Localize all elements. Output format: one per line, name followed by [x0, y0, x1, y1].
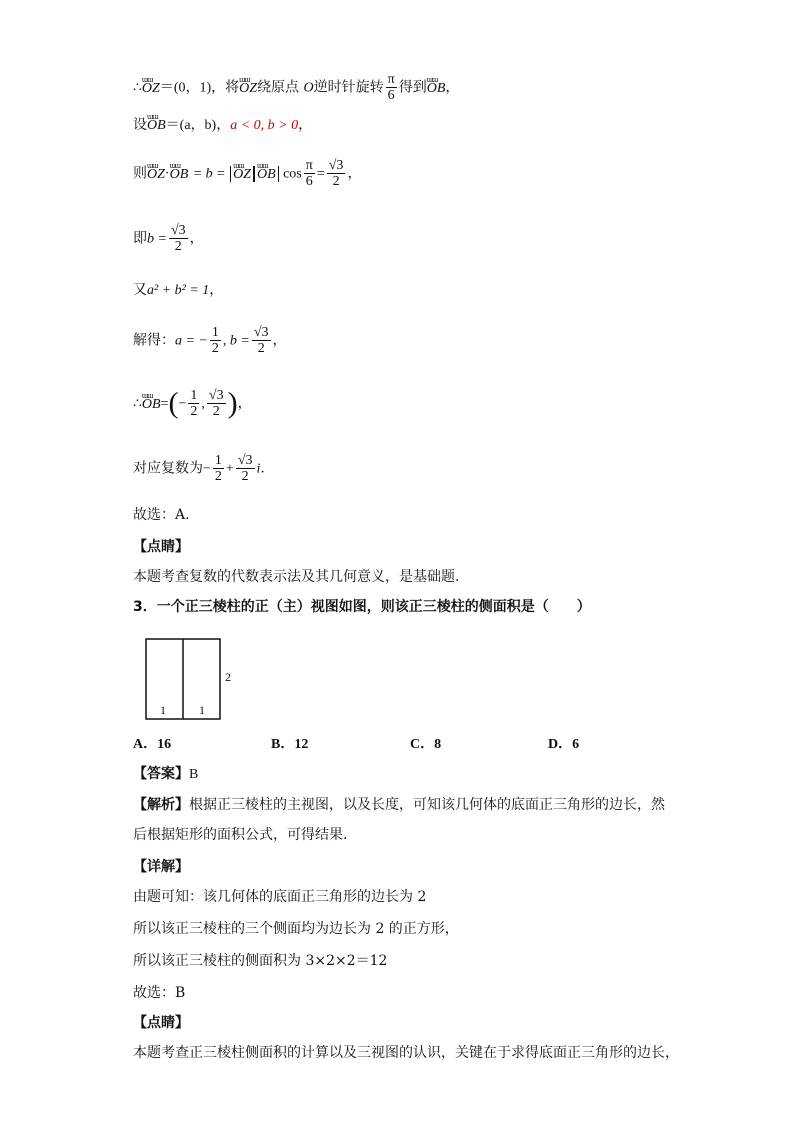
detail-line-2: 所以该正三棱柱的三个侧面均为边长为 2 的正方形，	[133, 921, 459, 937]
comment-text-2: 本题考查正三棱柱侧面积的计算以及三视图的认识，关键在于求得底面正三角形的边长，	[133, 1045, 679, 1061]
detail-line-4: 故选：B	[133, 985, 186, 1001]
answer-value: B	[189, 767, 199, 782]
line-solve: 解得：a = − $\frac{1}{2}$ , b = $\frac{√3}{2}$ ，	[133, 325, 287, 356]
analysis-line-2: 后根据矩形的面积公式，可得结果.	[133, 827, 348, 843]
line-ob-result: ∴ɯɯ OB=(− $\frac{1}{2}$ , $\frac{√3}{2}$ )，	[133, 388, 252, 419]
line-dot-product: 则ɯɯ OZ·ɯɯ OB = b = ɯɯ OZɯɯ OB cos $\frac{\pi}{6}$ = $\frac{√3}{2}$ ，	[133, 158, 361, 189]
option-c: C．8	[410, 737, 442, 752]
option-d: D．6	[548, 737, 580, 752]
front-view-figure	[145, 638, 245, 722]
option-a: A．16	[133, 737, 172, 752]
detail-line-3: 所以该正三棱柱的侧面积为 3×2×2＝12	[133, 953, 388, 969]
fraction-pi-6: $\frac{\pi}{6}$	[387, 72, 395, 103]
figure-label-2: 2	[225, 670, 231, 684]
figure-label-1-right: 1	[199, 703, 205, 717]
comment-tag: 【点睛】	[133, 539, 189, 555]
answer-line	[133, 764, 198, 785]
vector-oz: ɯɯ OZ	[142, 79, 160, 99]
comment-text: 本题考查复数的代数表示法及其几何意义，是基础题.	[133, 569, 460, 585]
question-3: 3．一个正三棱柱的正（主）视图如图，则该正三棱柱的侧面积是（ ）	[133, 599, 591, 615]
condition-red: a < 0, b > 0	[230, 118, 299, 133]
comment-tag-2: 【点睛】	[133, 1015, 189, 1031]
line-b-value: 即b = $\frac{√3}{2}$ ，	[133, 223, 204, 254]
line-set-ob: 设ɯɯ OB＝(a，b)，a < 0, b > 0，	[133, 115, 312, 136]
detail-tag: 【详解】	[133, 859, 189, 875]
choose-a: 故选：A.	[133, 507, 190, 523]
option-b: B．12	[271, 737, 309, 752]
line-unit-circle: 又a² + b² = 1，	[133, 282, 224, 298]
line-rotation: ∴ɯɯ OZ＝(0，1)，将ɯɯ OZ绕原点 O逆时针旋转 $\frac{\pi}{6}$ 得到ɯɯ OB，	[133, 72, 459, 103]
detail-line-1: 由题可知：该几何体的底面正三角形的边长为 2	[133, 889, 427, 905]
answer-tag: 【答案】	[133, 766, 189, 782]
line-complex: 对应复数为− $\frac{1}{2}$ + $\frac{√3}{2}$ i.	[133, 453, 265, 484]
vector-ob: ɯɯ OB	[427, 79, 446, 99]
vector-oz: ɯɯ OZ	[239, 79, 257, 99]
figure-label-1-left: 1	[160, 703, 166, 717]
analysis-tag: 【解析】	[133, 797, 189, 813]
analysis-line-1: 【解析】根据正三棱柱的主视图，以及长度，可知该几何体的底面正三角形的边长，然	[133, 797, 665, 813]
vector-ob: ɯɯ OB	[147, 116, 166, 136]
